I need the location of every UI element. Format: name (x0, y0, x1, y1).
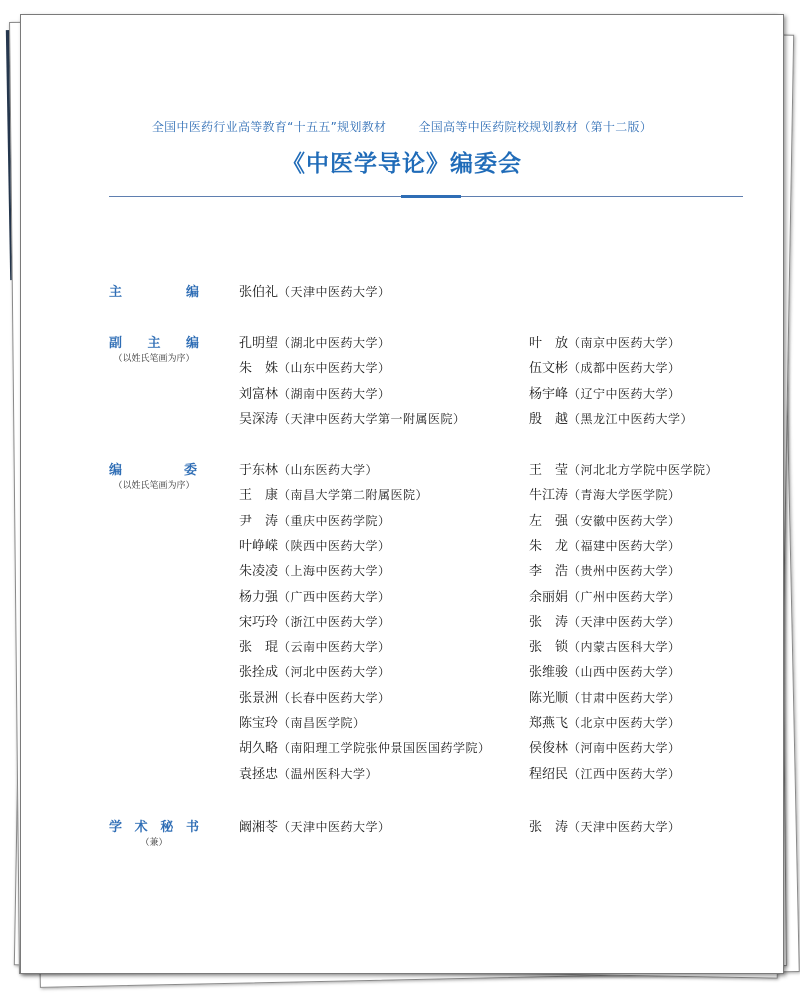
role-secretary (109, 816, 199, 835)
member-affiliation: （陕西中医药大学） (278, 538, 391, 553)
member-affiliation: （广州中医药大学） (568, 589, 681, 604)
member-name: 张拴成 (239, 665, 279, 681)
member-entry (239, 712, 366, 731)
member-name: 陈光顺 (529, 690, 569, 706)
member-affiliation: （江西中医药大学） (568, 766, 681, 781)
member-name: 胡久略 (239, 741, 279, 757)
member-name: 孔明望 (239, 336, 279, 351)
member-affiliation: （天津中医药大学） (278, 820, 391, 834)
page-title: 《中医学导论》编委会 (282, 151, 522, 177)
member-affiliation: （天津中医药大学） (278, 285, 391, 299)
member-entry (239, 763, 378, 782)
member-name: 张 涛 (529, 820, 569, 835)
member-name: 张 锁 (529, 640, 569, 656)
member-entry (529, 357, 681, 376)
member-name: 杨宇峰 (529, 386, 569, 402)
member-name: 张景洲 (239, 690, 279, 706)
member-name: 尹 涛 (239, 513, 279, 529)
member-name: 宋巧玲 (239, 614, 279, 630)
member-name: 阚湘苓 (239, 820, 279, 835)
member-affiliation: （北京中医药大学） (568, 716, 681, 730)
role-char: 主 (147, 336, 161, 351)
member-affiliation: （河北北方学院中医学院） (568, 463, 719, 477)
role-char: 学 (109, 820, 123, 835)
member-name: 李 浩 (529, 564, 569, 580)
member-name: 牛江涛 (529, 488, 569, 504)
member-name: 杨力强 (239, 589, 279, 605)
member-name: 左 强 (529, 513, 569, 529)
member-entry (529, 383, 681, 402)
member-name: 吴深涛 (239, 411, 279, 427)
member-entry (239, 408, 466, 427)
member-name: 朱 龙 (529, 538, 569, 554)
member-entry (239, 383, 391, 402)
member-name: 张伯礼 (239, 285, 279, 300)
member-affiliation: （甘肃中医药大学） (568, 690, 681, 705)
member-entry (239, 611, 391, 630)
member-name: 王 康 (239, 488, 279, 504)
member-entry (239, 281, 391, 300)
member-entry (529, 661, 681, 680)
member-entry (239, 535, 391, 554)
member-affiliation: （南昌医学院） (278, 716, 366, 730)
member-affiliation: （广西中医药大学） (278, 589, 391, 604)
member-entry (239, 687, 391, 706)
member-entry (239, 560, 391, 579)
member-affiliation: （长春中医药大学） (278, 690, 391, 705)
role-char: 主 (109, 285, 123, 300)
title-divider-accent (401, 195, 461, 198)
member-affiliation: （云南中医药大学） (278, 640, 391, 655)
series-header (21, 118, 783, 135)
role-char: 委 (183, 463, 197, 478)
member-name: 叶峥嵘 (239, 538, 279, 554)
member-entry (239, 636, 391, 655)
member-entry (239, 586, 391, 605)
member-entry (529, 408, 693, 427)
member-affiliation: （山东中医药大学） (278, 361, 391, 376)
member-name: 叶 放 (529, 336, 569, 351)
member-entry (529, 763, 681, 782)
role-char: 秘 (160, 820, 174, 835)
member-name: 郑燕飞 (529, 716, 569, 731)
member-name: 张 琨 (239, 640, 279, 656)
member-name: 张维骏 (529, 665, 569, 681)
role-char: 编 (185, 285, 199, 300)
role-char: 副 (109, 336, 123, 351)
member-entry (239, 484, 428, 503)
member-entry (529, 560, 681, 579)
member-entry (239, 661, 391, 680)
member-entry (239, 357, 391, 376)
member-name: 陈宝玲 (239, 716, 279, 731)
member-affiliation: （成都中医药大学） (568, 361, 681, 376)
member-entry (239, 332, 391, 351)
member-affiliation: （黑龙江中医药大学） (568, 411, 694, 426)
member-affiliation: （贵州中医药大学） (568, 564, 681, 579)
member-entry (239, 816, 391, 835)
member-name: 王 莹 (529, 463, 569, 478)
member-name: 殷 越 (529, 411, 569, 427)
member-affiliation: （天津中医药大学） (568, 820, 681, 834)
member-name: 侯俊林 (529, 741, 569, 757)
document-page (20, 14, 784, 974)
member-name: 张 涛 (529, 614, 569, 630)
member-affiliation: （浙江中医药大学） (278, 614, 391, 629)
member-entry (529, 510, 681, 529)
role-chief-editor (109, 281, 199, 300)
member-affiliation: （河北中医药大学） (278, 665, 391, 680)
member-entry (529, 484, 681, 503)
member-entry (529, 535, 681, 554)
member-affiliation: （天津中医药大学） (568, 614, 681, 629)
member-entry (529, 687, 681, 706)
member-name: 朱 姝 (239, 361, 279, 377)
member-affiliation: （河南中医药大学） (568, 741, 681, 756)
concurrent-note: （兼） (140, 838, 168, 848)
role-char: 书 (185, 820, 199, 835)
member-entry (239, 737, 491, 756)
ordering-note: （以姓氏笔画为序） (113, 481, 195, 491)
member-entry (529, 737, 681, 756)
member-name: 于东林 (239, 463, 279, 478)
role-char: 术 (134, 820, 148, 835)
member-affiliation: （辽宁中医药大学） (568, 386, 681, 401)
member-entry (529, 636, 681, 655)
role-char: 编 (185, 336, 199, 351)
member-affiliation: （湖南中医药大学） (278, 386, 391, 401)
member-affiliation: （福建中医药大学） (568, 538, 681, 553)
member-entry (529, 459, 718, 478)
member-entry (529, 712, 681, 731)
member-affiliation: （内蒙古医科大学） (568, 640, 681, 655)
member-entry (529, 611, 681, 630)
member-name: 朱凌凌 (239, 564, 279, 580)
member-affiliation: （安徽中医药大学） (568, 513, 681, 528)
series-left: 全国中医药行业高等教育“十五五”规划教材 (151, 120, 387, 134)
member-name: 程绍民 (529, 766, 569, 782)
member-entry (529, 586, 681, 605)
member-affiliation: （青海大学医学院） (568, 488, 681, 503)
member-affiliation: （重庆中医药学院） (278, 513, 391, 528)
role-deputy-editor (109, 332, 199, 351)
member-entry (239, 510, 391, 529)
member-entry (529, 816, 681, 835)
member-name: 伍文彬 (529, 361, 569, 377)
member-affiliation: （南昌大学第二附属医院） (278, 488, 429, 503)
role-char: 编 (109, 463, 123, 478)
member-affiliation: （天津中医药大学第一附属医院） (278, 411, 466, 426)
member-affiliation: （山东医药大学） (278, 463, 379, 477)
member-entry (239, 459, 378, 478)
member-affiliation: （湖北中医药大学） (278, 336, 391, 350)
member-affiliation: （南京中医药大学） (568, 336, 681, 350)
member-affiliation: （温州医科大学） (278, 766, 379, 781)
series-right: 全国高等中医药院校规划教材（第十二版） (418, 120, 653, 134)
member-name: 余丽娟 (529, 589, 569, 605)
ordering-note: （以姓氏笔画为序） (113, 354, 195, 364)
member-entry (529, 332, 681, 351)
member-name: 袁拯忠 (239, 766, 279, 782)
member-affiliation: （山西中医药大学） (568, 665, 681, 680)
member-name: 刘富林 (239, 386, 279, 402)
member-affiliation: （上海中医药大学） (278, 564, 391, 579)
role-editor (109, 459, 199, 478)
member-affiliation: （南阳理工学院张仲景国医国药学院） (278, 741, 491, 756)
